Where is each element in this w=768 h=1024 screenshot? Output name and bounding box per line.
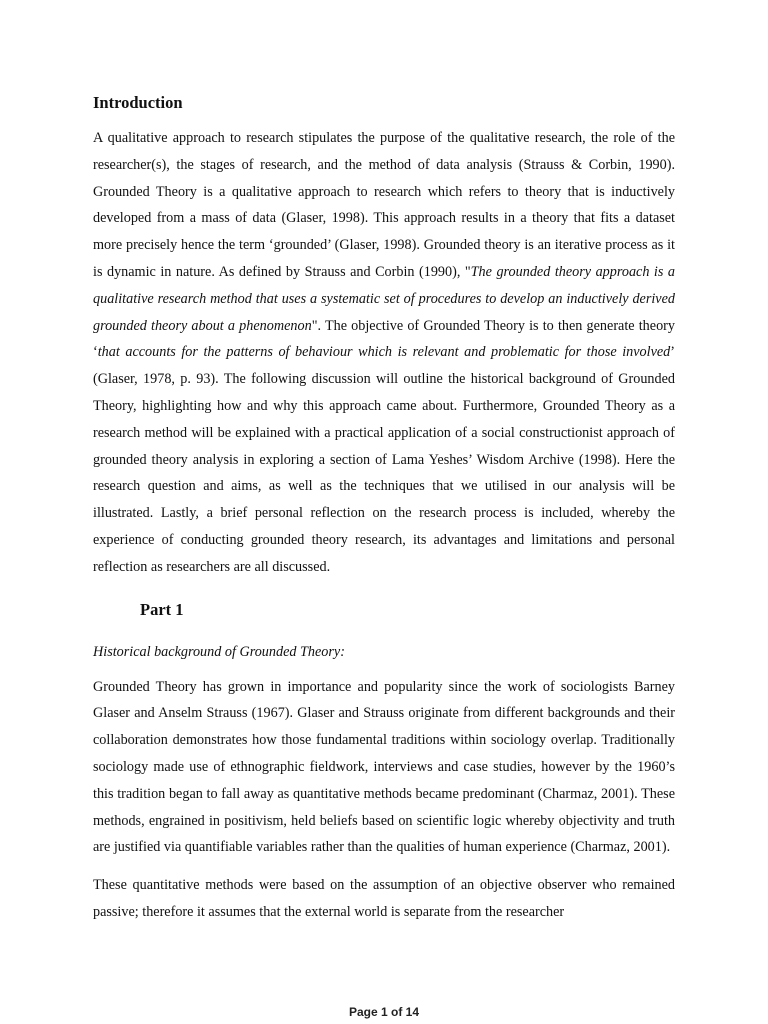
historical-paragraph-2: These quantitative methods were based on the assumption of an objective observer who remained passive; therefore it assumes that the external world is separate from the researcher xyxy=(93,877,675,920)
intro-text-part-3: ’ (Glaser, 1978, p. 93). The following discussion will outline the historical background of Grounded Theory, highlighting how and why this approach came about. Furthermore, Grounded Theory as a research method will be explained with a practical application of a social constructionist approach of grounded theory analysis in exploring a section of Lama Yeshes’ Wisdom Archive (1998). Here the research question and aims, as well as the techniques that we utilised in our analysis will be illustrated. Lastly, a brief personal reflection on the research process is included, whereby the experience of conducting grounded theory research, its advantages and limitations and personal reflection as researchers are all discussed. xyxy=(93,344,675,575)
page-number-footer: Page 1 of 14 xyxy=(348,1005,420,1019)
intro-text-part-1: A qualitative approach to research stipulates the purpose of the qualitative research, the role of the researcher(s), the stages of research, and the method of data analysis (Strauss & Corbin, 1990). Grounded Theory is a qualitative approach to research which refers to theory that is inductively developed from a mass of data (Glaser, 1998). This approach results in a theory that fits a dataset more precisely hence the term ‘grounded’ (Glaser, 1998). Grounded theory is an iterative process as it is dynamic in nature. As defined by Strauss and Corbin (1990), " xyxy=(93,130,675,280)
intro-quote-strauss-corbin: The grounded theory approach is a qualitative research method that uses a systematic set of procedures to develop an inductively derived grounded theory about a phenomenon xyxy=(93,263,675,334)
intro-text-part-2: ". The objective of Grounded Theory is to then generate theory ‘ xyxy=(93,317,675,361)
historical-background-subheading: Historical background of Grounded Theory: xyxy=(93,643,345,660)
historical-paragraph-1: Grounded Theory has grown in importance and popularity since the work of sociologists Barney Glaser and Anselm Strauss (1967). Glaser and Strauss originate from different backgrounds and their collaboration demonstrates how those fundamental traditions within sociology overlap. Traditionally sociology made use of ethnographic fieldwork, interviews and case studies, however by the 1960’s this tradition began to fall away as quantitative methods became predominant (Charmaz, 2001). These methods, engrained in positivism, held beliefs based on scientific logic whereby objectivity and truth are justified via quantifiable variables rather than the qualities of human experience (Charmaz, 2001). xyxy=(93,678,675,856)
introduction-heading: Introduction xyxy=(93,93,183,112)
introduction-paragraph xyxy=(93,125,675,581)
part-1-heading: Part 1 xyxy=(140,599,184,619)
intro-quote-glaser: that accounts for the patterns of behaviour which is relevant and problematic for those involved xyxy=(97,344,671,361)
document-page xyxy=(93,92,675,926)
